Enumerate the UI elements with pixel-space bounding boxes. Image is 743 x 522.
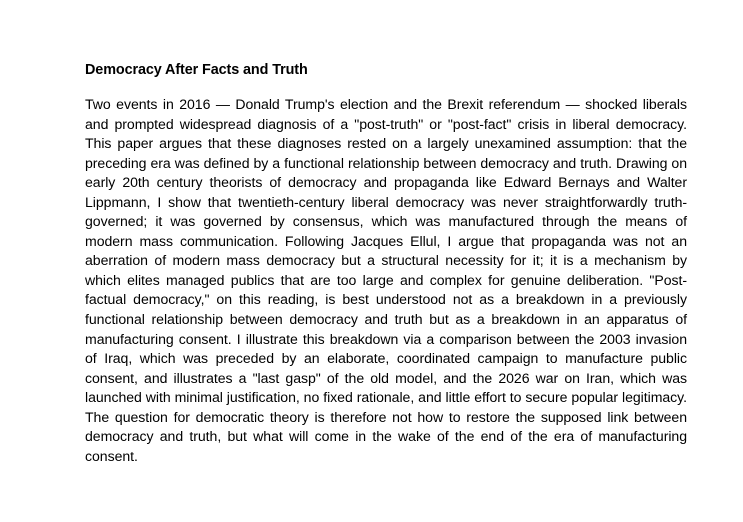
document-page (85, 60, 687, 466)
document-title: Democracy After Facts and Truth (85, 62, 308, 78)
abstract-paragraph: Two events in 2016 — Donald Trump's election and the Brexit referendum — shocked liberals and prompted widespread diagnosis of a "post-truth" or "post-fact" crisis in liberal democracy. This paper argues that these diagnoses rested on a largely unexamined assumption: that the preceding era was defined by a functional relationship between democracy and truth. Drawing on early 20th century theorists of democracy and propaganda like Edward Bernays and Walter Lippmann, I show that twentieth-century liberal democracy was never straightforwardly truth-governed; it was governed by consensus, which was manufactured through the means of modern mass communication. Following Jacques Ellul, I argue that propaganda was not an aberration of modern mass democracy but a structural necessity for it; it is a mechanism by which elites managed publics that are too large and complex for genuine deliberation. "Post-factual democracy," on this reading, is best understood not as a breakdown in a previously functional relationship between democracy and truth but as a breakdown in an apparatus of manufacturing consent. I illustrate this breakdown via a comparison between the 2003 invasion of Iraq, which was preceded by an elaborate, coordinated campaign to manufacture public consent, and illustrates a "last gasp" of the old model, and the 2026 war on Iran, which was launched with minimal justification, no fixed rationale, and little effort to secure popular legitimacy. The question for democratic theory is therefore not how to restore the supposed link between democracy and truth, but what will come in the wake of the end of the era of manufacturing consent. (85, 96, 687, 464)
